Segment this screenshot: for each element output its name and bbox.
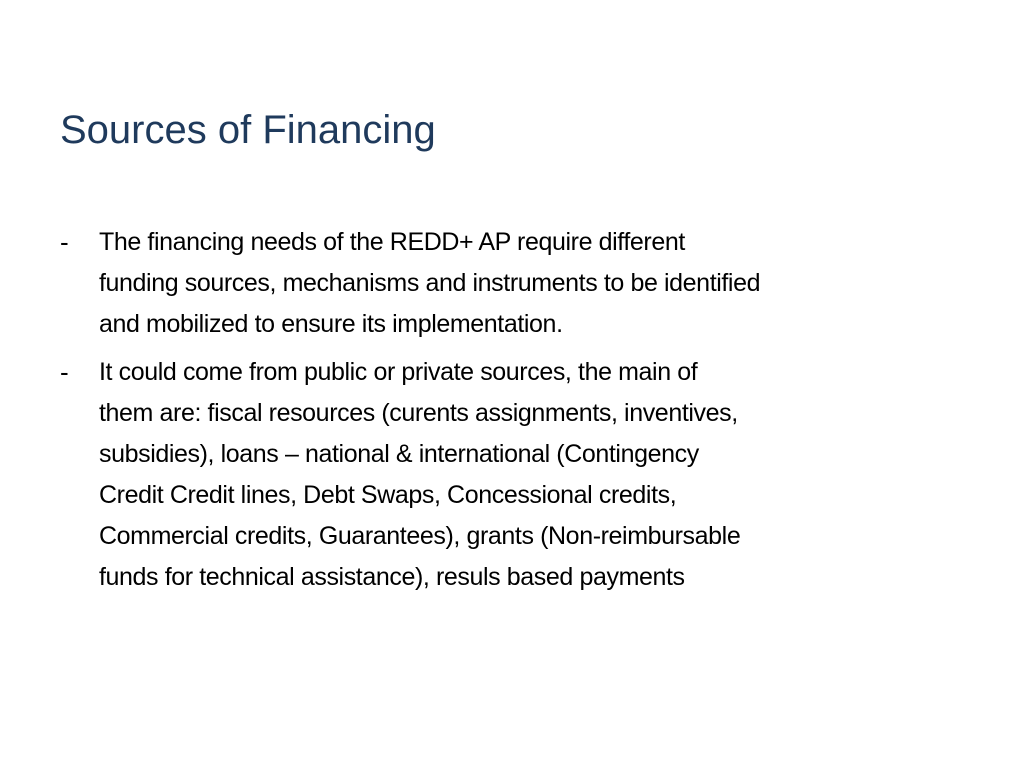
bullet-text-line: Commercial credits, Guarantees), grants (Non-reimbursable [99, 522, 741, 550]
bullet-text-line: them are: fiscal resources (curents assignments, inventives, [99, 399, 738, 427]
bullet-marker: - [60, 357, 69, 387]
bullet-text-line: Credit Credit lines, Debt Swaps, Concessional credits, [99, 481, 677, 509]
bullet-item [60, 352, 970, 598]
bullet-item [60, 222, 970, 345]
bullet-text-line: It could come from public or private sources, the main of [99, 358, 698, 386]
slide-title: Sources of Financing [60, 108, 436, 152]
bullet-list [60, 222, 970, 605]
bullet-text-line: funding sources, mechanisms and instruments to be identified [99, 269, 761, 297]
bullet-text-line: funds for technical assistance), resuls based payments [99, 563, 685, 591]
bullet-marker: - [60, 227, 69, 257]
bullet-text-line: The financing needs of the REDD+ AP require different [99, 228, 685, 256]
bullet-text-line: and mobilized to ensure its implementation. [99, 310, 563, 338]
bullet-text-line: subsidies), loans – national & international (Contingency [99, 440, 699, 468]
